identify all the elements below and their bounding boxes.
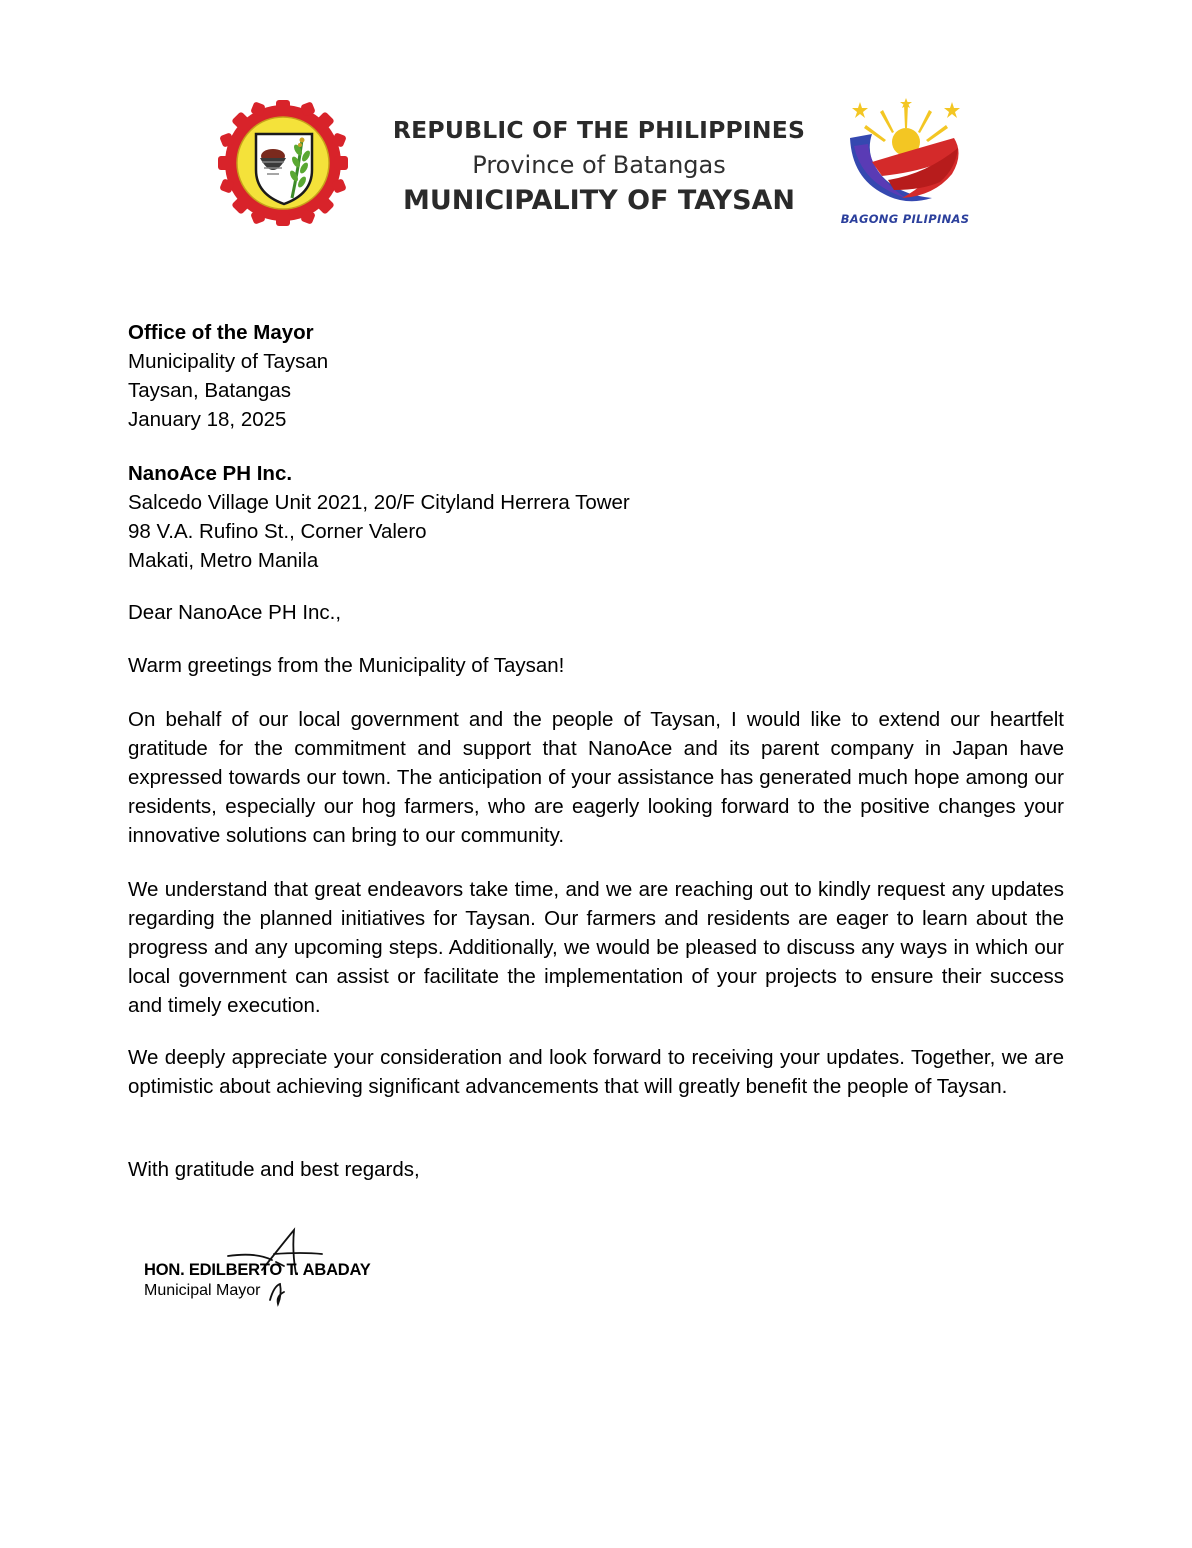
body-paragraph-1: On behalf of our local government and the people of Taysan, I would like to extend our heartfelt gratitude for the commitment and support that NanoAce and its parent company in Japan have expressed towards our town. The anticipation of your assistance has generated much hope among our residents, especially our hog farmers, who are eagerly looking forward to the positive changes your innovative solutions can bring to our community.	[128, 708, 1064, 847]
signatory-title: Municipal Mayor	[144, 1282, 261, 1299]
municipality-heading: MUNICIPALITY OF TAYSAN	[402, 185, 796, 216]
letter-date: January 18, 2025	[128, 408, 287, 431]
recipient-name: NanoAce PH Inc.	[128, 462, 293, 485]
salutation: Dear NanoAce PH Inc.,	[128, 601, 342, 624]
sender-office: Office of the Mayor	[128, 321, 314, 344]
greeting: Warm greetings from the Municipality of Taysan!	[128, 654, 565, 677]
closing: With gratitude and best regards,	[128, 1158, 420, 1181]
province-heading: Province of Batangas	[472, 151, 726, 179]
signatory-name: HON. EDILBERTO T. ABADAY	[144, 1261, 371, 1279]
recipient-line-2: 98 V.A. Rufino St., Corner Valero	[128, 520, 427, 543]
sender-line-1: Municipality of Taysan	[128, 350, 329, 373]
sender-block	[128, 318, 1064, 434]
country-heading: REPUBLIC OF THE PHILIPPINES	[392, 116, 806, 144]
body-paragraph-3: We deeply appreciate your consideration and look forward to receiving your updates. Together, we are optimistic about achieving significant advancements that will greatly benefit the people of Taysan.	[128, 1046, 1064, 1098]
body-paragraph-2: We understand that great endeavors take time, and we are reaching out to kindly request any updates regarding the planned initiatives for Taysan. Our farmers and residents are eager to learn about the progress and any upcoming steps. Additionally, we would be pleased to discuss any ways in which our local government can assist or facilitate the implementation of your projects to ensure their success and timely execution.	[128, 878, 1064, 1017]
recipient-line-3: Makati, Metro Manila	[128, 549, 319, 572]
bagong-pilipinas-caption: BAGONG PILIPINAS	[840, 212, 970, 226]
recipient-line-1: Salcedo Village Unit 2021, 20/F Cityland Herrera Tower	[128, 491, 630, 514]
recipient-block	[128, 459, 1064, 575]
letterhead-title-block	[386, 112, 812, 220]
sender-line-2: Taysan, Batangas	[128, 379, 291, 402]
municipal-seal-icon	[216, 100, 350, 226]
